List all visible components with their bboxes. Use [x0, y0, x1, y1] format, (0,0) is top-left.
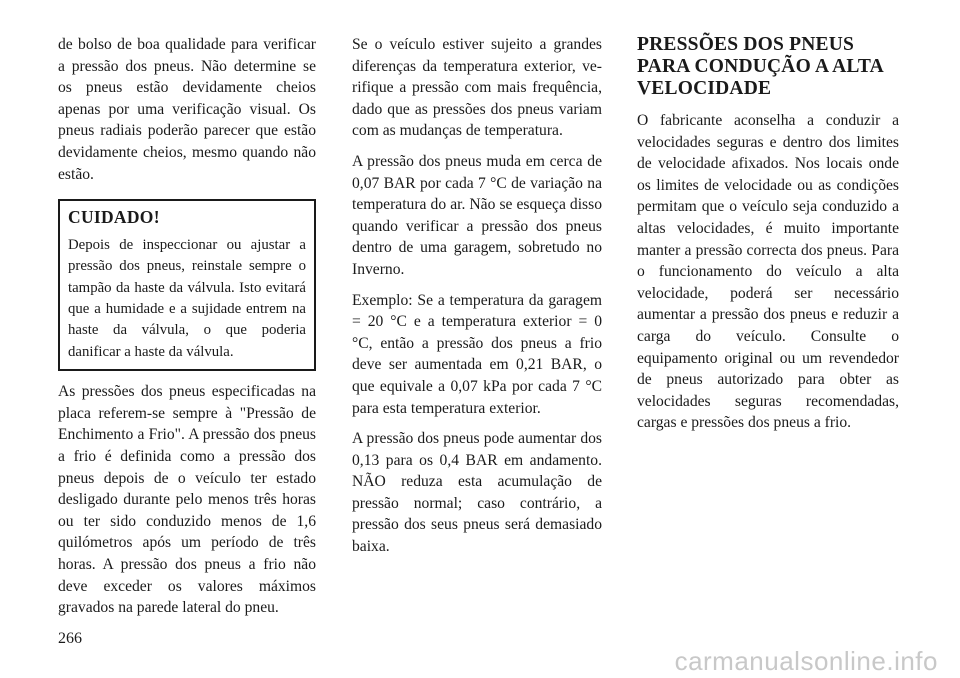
- section-heading: PRESSÕES DOS PNEUS PARA CONDUÇÃO A ALTA VELOCIDADE: [637, 34, 883, 99]
- caution-title: CUIDADO!: [68, 207, 160, 228]
- left-column: [58, 34, 316, 628]
- cold-pressure-paragraph: As pressões dos pneus especificadas na placa referem-se sempre à "Pressão de Enchimento a Frio". A pressão dos pneus a frio é definida como a pressão dos pneus depois de o veículo ter estado desligado durante pelo menos três horas ou ter sido conduzido menos de 1,6 quilómetros após um período de três horas. A pressão dos pneus a frio não deve exceder os valores máximos gravados na parede lateral do pneu.: [58, 383, 316, 617]
- caution-box: [58, 199, 316, 371]
- pressure-change-paragraph: A pressão dos pneus muda em cerca de 0,07 BAR por cada 7 °C de variação na temperatura do ar. Não se esqueça disso quando verificar a pressão dos pneus dentro de uma garagem, sobretudo no Inverno.: [352, 152, 602, 278]
- middle-column: [352, 34, 602, 567]
- page-number: 266: [58, 630, 82, 647]
- intro-paragraph: de bolso de boa qualidade para verificar a pressão dos pneus. Não determine se os pneus estão devidamente cheios apenas por uma verificação visual. Os pneus radiais poderão parecer que estão devidamente cheios, mesmo quando não estão.: [58, 36, 316, 183]
- watermark: carmanualsonline.info: [674, 646, 938, 676]
- caution-text: Depois de inspeccionar ou ajustar a pressão dos pneus, reinstale sempre o tampão da haste da válvula. Isto evitará que a humidade e a sujidade entrem na haste da válvula, o que poderia danificar a haste da válvula.: [68, 236, 306, 360]
- high-speed-paragraph: O fabricante aconselha a conduzir a velocidades seguras e dentro dos limites de velocidade afixados. Nos locais onde os limites de velocidade ou as condições permitam que o veículo seja conduzido a altas velocidades, é muito importante manter a pressão correcta dos pneus. Para o funcionamento do veículo a alta velocidade, poderá ser necessário aumentar a pressão dos pneus e reduzir a carga do veículo. Consulte o equipamento original ou um revendedor de pneus autorizado para obter as velocidades seguras recomendadas, cargas e pressões dos pneus a frio.: [637, 112, 899, 432]
- driving-pressure-paragraph: A pressão dos pneus pode aumentar dos 0,13 para os 0,4 BAR em andamento. NÃO reduza esta acumulação de pressão normal; caso contrário, a pressão dos seus pneus será demasiado baixa.: [352, 430, 602, 556]
- right-column: [637, 34, 899, 443]
- example-paragraph: Exemplo: Se a temperatura da garagem = 20 °C e a temperatura exterior = 0 °C, então a pressão dos pneus a frio deve ser aumentada em 0,21 BAR, o que equivale a 0,07 kPa por cada 7 °C para esta temperatura exterior.: [352, 291, 602, 417]
- temperature-paragraph: Se o veículo estiver sujeito a grandes diferenças da temperatura exterior, verifique a pressão com mais frequência, dado que as pressões dos pneus variam com as mudanças de temperatura.: [352, 36, 602, 140]
